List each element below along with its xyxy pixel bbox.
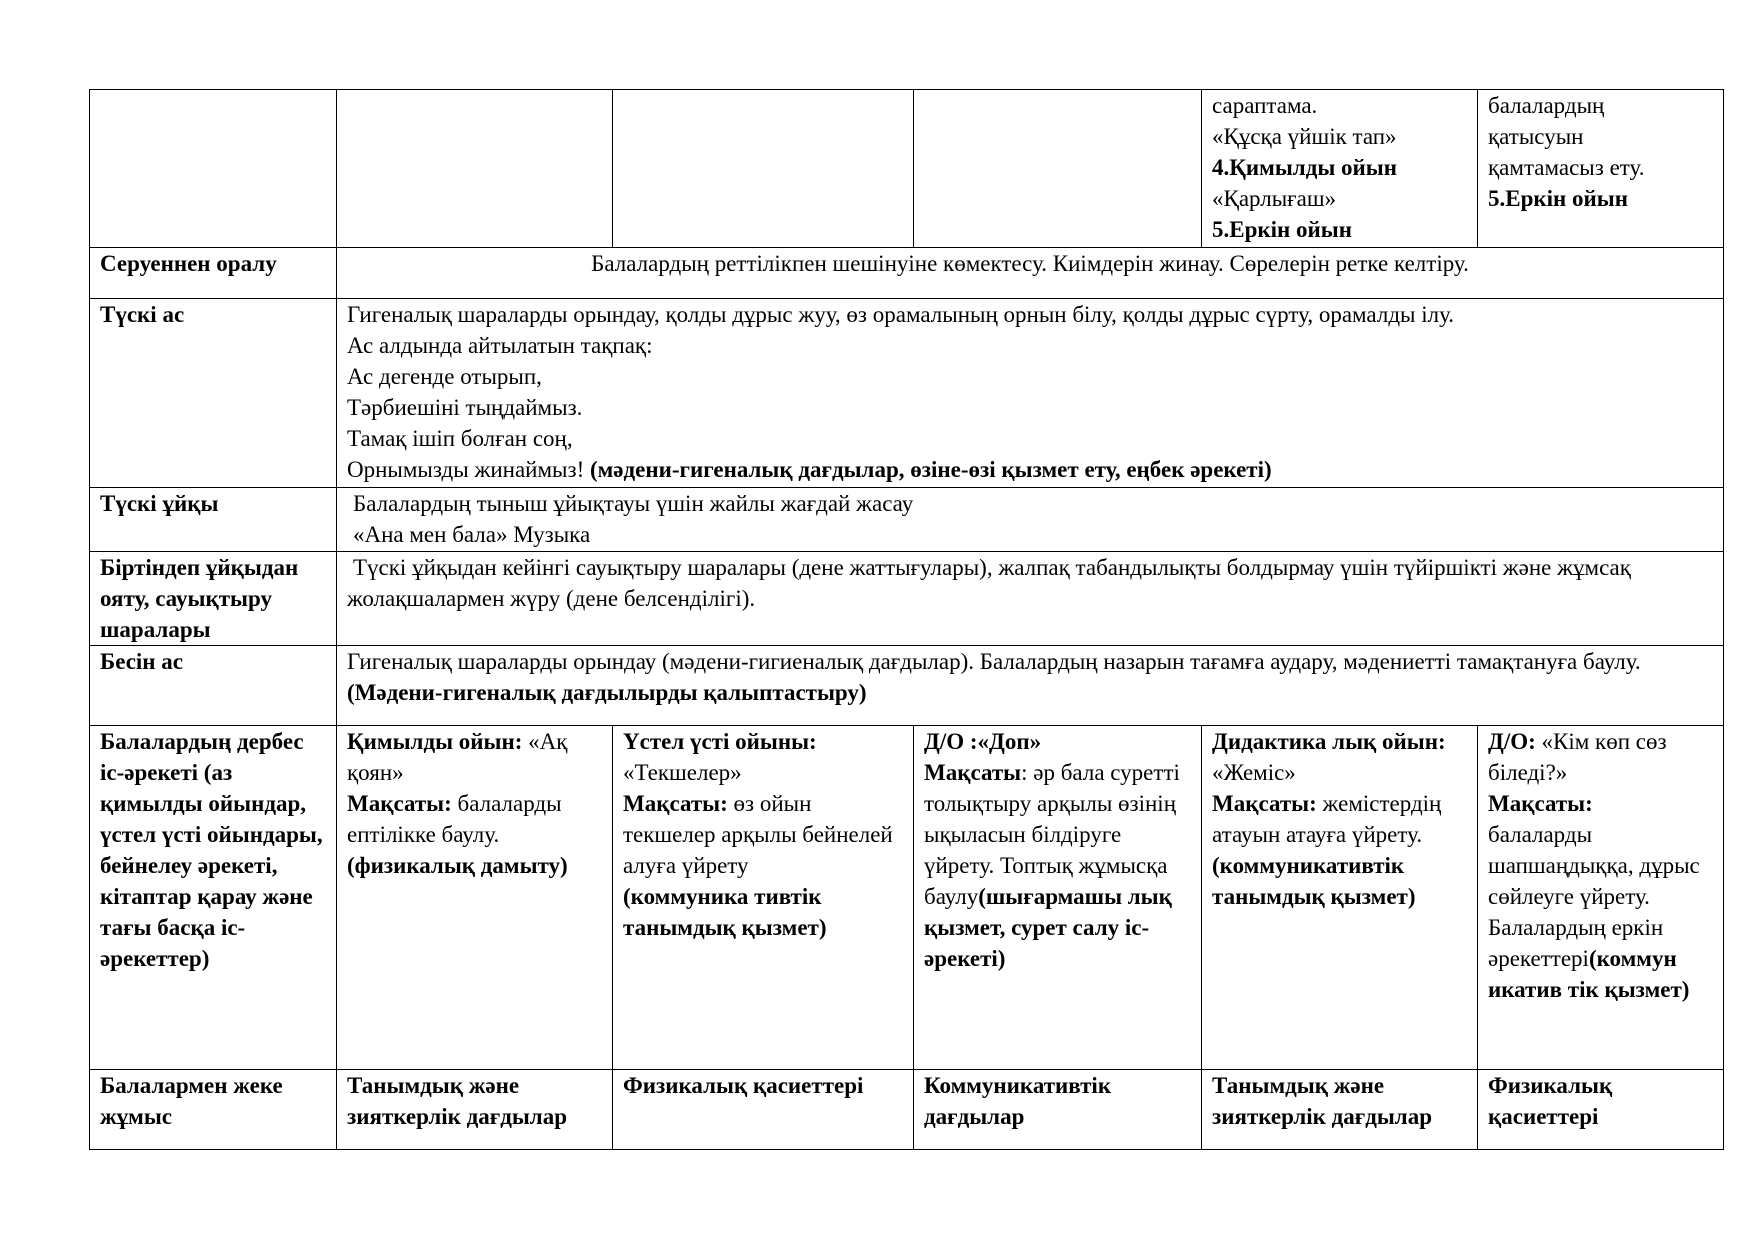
skill-area: (Мәдени-гигеналық дағдылырды қалыптастыру)	[347, 680, 867, 705]
cell-line: балалардың	[1488, 93, 1605, 118]
cell-line: 5.Еркін ойын	[1212, 217, 1352, 242]
skill-area: (шығармашы лық қызмет, сурет салу іс-әрекеті)	[924, 884, 1172, 971]
goal-label: Мақсаты:	[623, 791, 728, 816]
activity-cell	[613, 726, 914, 1070]
row-label: Түскі ас	[90, 299, 337, 488]
cell-line: қамтамасыз ету.	[1488, 155, 1645, 180]
goal-label: Мақсаты:	[1488, 791, 1593, 816]
activity-cell	[1202, 726, 1478, 1070]
cell-line: Тәрбиешіні тыңдаймыз.	[347, 395, 583, 420]
skill-cell: Физикалық қасиеттері	[613, 1070, 914, 1150]
cell-line: 4.Қимылды ойын	[1212, 155, 1398, 180]
activity-title-label: Д/О:	[1488, 729, 1536, 754]
row-content	[337, 488, 1724, 552]
activity-title-label: Үстел үсті ойыны:	[623, 729, 817, 754]
cell-line: «Құсқа үйшік тап»	[1212, 124, 1397, 149]
activity-title: «Ақ қоян»	[347, 729, 568, 785]
cell-line: «Қарлығаш»	[1212, 186, 1337, 211]
activity-title: «Кім көп сөз біледі?»	[1488, 729, 1667, 785]
cell-line: сараптама.	[1212, 93, 1318, 118]
skill-cell: Танымдық және зияткерлік дағдылар	[1202, 1070, 1478, 1150]
row-label: Түскі ұйқы	[90, 488, 337, 552]
cell-line: Балалардың тыныш ұйықтауы үшін жайлы жағдай жасау	[353, 491, 914, 516]
snack-text: Гигеналық шараларды орындау (мәдени-гигиеналық дағдылар). Балалардың назарын тағамға аудару, мәдениетті тамақтануға баулу.	[347, 649, 1641, 674]
daily-plan-table	[89, 89, 1724, 1150]
table-row	[90, 299, 1724, 488]
cell-line: Ас алдында айтылатын тақпақ:	[347, 333, 653, 358]
skill-cell: Физикалық қасиеттері	[1478, 1070, 1724, 1150]
row-content: Түскі ұйқыдан кейінгі сауықтыру шаралары (дене жаттығулары), жалпақ табандылықты болдырмау үшін түйіршікті және жұмсақ жолақшалармен жүру (дене белсенділігі).	[337, 552, 1724, 646]
goal-label: Мақсаты:	[1212, 791, 1317, 816]
row-label: Біртіндеп ұйқыдан ояту, сауықтыру шаралары	[90, 552, 337, 646]
table-row	[90, 726, 1724, 1070]
table-cell	[1478, 90, 1724, 248]
row-content	[337, 299, 1724, 488]
skill-cell: Коммуникативтік дағдылар	[914, 1070, 1202, 1150]
activity-cell	[914, 726, 1202, 1070]
skill-cell: Танымдық және зияткерлік дағдылар	[337, 1070, 613, 1150]
table-row	[90, 90, 1724, 248]
skill-area: (коммуникативтік танымдық қызмет)	[1212, 853, 1416, 909]
row-label: Серуеннен оралу	[90, 248, 337, 299]
row-label: Балалармен жеке жұмыс	[90, 1070, 337, 1150]
activity-cell	[1478, 726, 1724, 1070]
table-cell	[613, 90, 914, 248]
table-row	[90, 646, 1724, 726]
goal-label: Мақсаты:	[347, 791, 452, 816]
table-cell	[1202, 90, 1478, 248]
goal-text: балаларды шапшаңдыққа, дұрыс сөйлеуге үйрету. Балалардың еркін әрекеттері	[1488, 822, 1700, 971]
skill-area: (коммуника тивтік танымдық қызмет)	[623, 884, 827, 940]
table-row	[90, 1070, 1724, 1150]
row-label: Бесін ас	[90, 646, 337, 726]
activity-title: «Текшелер»	[623, 760, 742, 785]
table-row	[90, 248, 1724, 299]
table-cell	[914, 90, 1202, 248]
cell-line: «Ана мен бала» Музыка	[353, 522, 591, 547]
table-row	[90, 552, 1724, 646]
activity-title: «Жеміс»	[1212, 760, 1296, 785]
rhyme-end: Орнымызды жинаймыз!	[347, 457, 585, 482]
activity-cell	[337, 726, 613, 1070]
table-cell	[90, 90, 337, 248]
goal-label: Мақсаты	[924, 760, 1022, 785]
skill-area: (физикалық дамыту)	[347, 853, 568, 878]
goal-text: : әр бала суретті толықтыру арқылы өзінің ықыласын білдіруге үйрету. Топтық жұмысқа баулу	[924, 760, 1180, 909]
goal-text: өз ойын текшелер арқылы бейнелей алуға үйрету	[623, 791, 893, 878]
row-label: Балалардың дербес іс-әрекеті (аз қимылды ойындар, үстел үсті ойындары, бейнелеу әрекеті, кітаптар қарау және тағы басқа іс-әрекеттер)	[90, 726, 337, 1070]
activity-title-label: Қимылды ойын:	[347, 729, 523, 754]
skill-area: (мәдени-гигеналық дағдылар, өзіне-өзі қызмет ету, еңбек әрекеті)	[589, 457, 1272, 482]
table-cell	[337, 90, 613, 248]
goal-text: балаларды ептілікке баулу.	[347, 791, 562, 847]
table-row	[90, 488, 1724, 552]
row-content	[337, 646, 1724, 726]
row-content: Балалардың реттілікпен шешінуіне көмектесу. Киімдерін жинау. Сөрелерін ретке келтіру.	[337, 248, 1724, 299]
cell-line: Тамақ ішіп болған соң,	[347, 426, 573, 451]
cell-line: Ас дегенде отырып,	[347, 364, 542, 389]
cell-line: Гигеналық шараларды орындау, қолды дұрыс жуу, өз орамалының орнын білу, қолды дұрыс сүрту, орамалды ілу.	[347, 302, 1455, 327]
activity-title-label: Дидактика лық ойын:	[1212, 729, 1446, 754]
goal-text: жемістердің атауын атауға үйрету.	[1212, 791, 1442, 847]
cell-line: қатысуын	[1488, 124, 1584, 149]
cell-line: 5.Еркін ойын	[1488, 186, 1628, 211]
cell-line	[347, 454, 1713, 485]
skill-area: (коммун икатив тік қызмет)	[1488, 946, 1690, 1002]
activity-title-label: Д/О :«Доп»	[924, 729, 1042, 754]
